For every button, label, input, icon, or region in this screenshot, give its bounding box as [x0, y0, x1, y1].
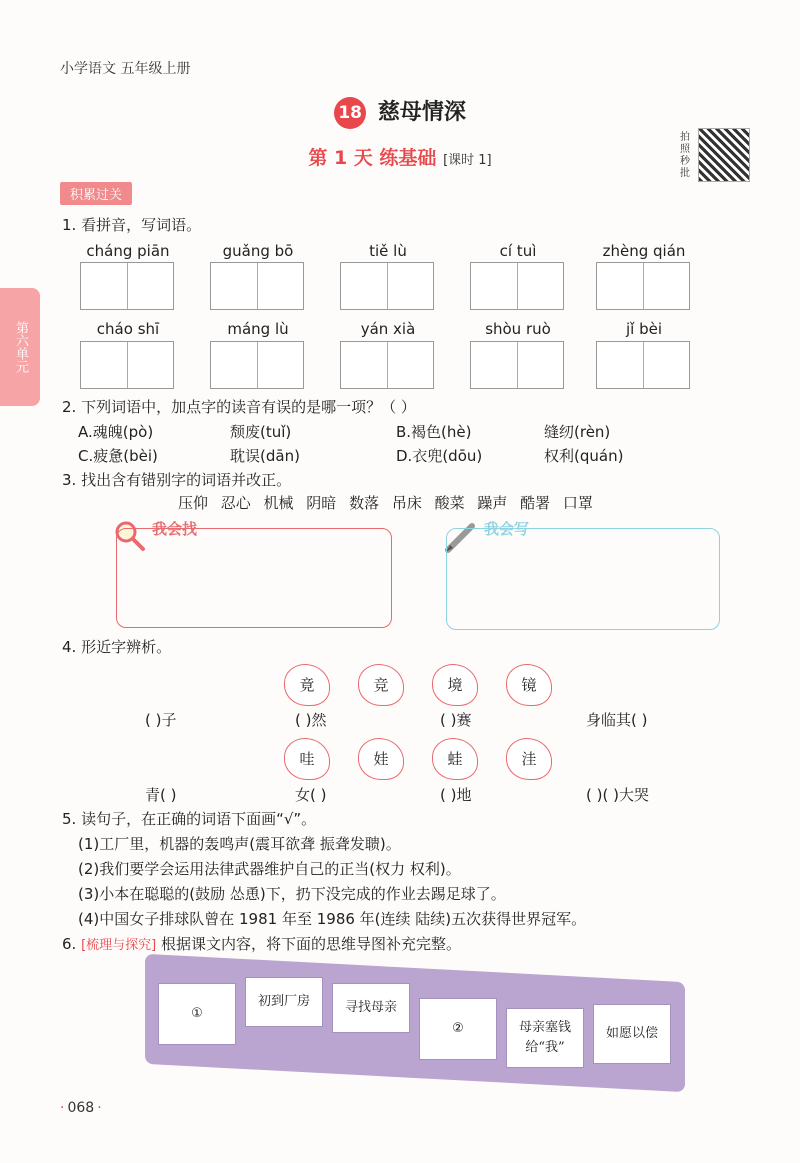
unit-side-tab: 第六单元	[0, 288, 40, 406]
q5-sentence-1[interactable]: (1)工厂里，机器的轰鸣声(震耳欲聋 振聋发聩)。	[78, 835, 401, 853]
q5-sentence-3[interactable]: (3)小本在聪聪的(鼓励 怂恿)下，扔下没完成的作业去踢足球了。	[78, 885, 506, 903]
section-tab: 积累过关	[60, 182, 132, 205]
pinyin: cháo shī	[96, 320, 160, 338]
fill-blank[interactable]: 身临其( )	[586, 711, 648, 729]
lesson-title: 慈母情深	[377, 100, 466, 125]
fill-blank[interactable]: ( )地	[440, 786, 472, 804]
pinyin: yán xià	[360, 320, 416, 338]
q3-title: 3. 找出含有错别字的词语并改正。	[62, 471, 292, 489]
char-flower: 竟	[284, 664, 330, 706]
option-a2[interactable]: 颓废(tuǐ)	[230, 423, 292, 441]
answer-box[interactable]	[340, 341, 434, 389]
fill-blank[interactable]: ( )( )大哭	[586, 786, 649, 804]
q6-tag: [梳理与探究]	[81, 938, 157, 953]
pinyin: guǎng bō	[222, 242, 294, 260]
lesson-number: 18	[334, 97, 366, 129]
option-d2[interactable]: 权利(quán)	[544, 447, 624, 465]
fill-blank[interactable]: ( )然	[295, 711, 327, 729]
page-number: · 068 ·	[60, 1100, 102, 1116]
answer-box[interactable]	[596, 341, 690, 389]
answer-box[interactable]	[340, 262, 434, 310]
mindmap-frame-blank-1[interactable]: ①	[158, 983, 236, 1045]
char-flower: 竞	[358, 664, 404, 706]
day-period: [课时 1]	[443, 153, 492, 168]
option-d1[interactable]: D.衣兜(dōu)	[396, 447, 483, 465]
answer-box[interactable]	[80, 262, 174, 310]
answer-box[interactable]	[80, 341, 174, 389]
qr-label: 拍照秒批	[680, 132, 690, 179]
find-answer-area[interactable]	[116, 528, 392, 628]
q5-sentence-2[interactable]: (2)我们要学会运用法律武器维护自己的正当(权力 权利)。	[78, 860, 461, 878]
pinyin: cí tuì	[499, 242, 537, 260]
fill-blank[interactable]: 女( )	[295, 786, 327, 804]
fill-blank[interactable]: ( )子	[145, 711, 177, 729]
write-answer-area[interactable]	[446, 528, 720, 630]
lesson-title-row	[0, 95, 800, 129]
answer-box[interactable]	[210, 341, 304, 389]
option-b2[interactable]: 缝纫(rèn)	[544, 423, 611, 441]
q2-title: 2. 下列词语中，加点字的读音有误的是哪一项？（ ）	[62, 398, 416, 416]
day-label: 第 1 天 练基础	[308, 147, 437, 169]
pinyin: shòu ruò	[485, 320, 551, 338]
mindmap-frame: 初到厂房	[245, 977, 323, 1027]
mindmap-frame: 如愿以偿	[593, 1004, 671, 1064]
pinyin: tiě lù	[369, 242, 407, 260]
fill-blank[interactable]: ( )赛	[440, 711, 472, 729]
option-b1[interactable]: B.褐色(hè)	[396, 423, 472, 441]
book-header: 小学语文 五年级上册	[60, 61, 191, 77]
q4-title: 4. 形近字辨析。	[62, 638, 172, 656]
fill-blank[interactable]: 青( )	[145, 786, 177, 804]
answer-box[interactable]	[596, 262, 690, 310]
char-flower: 境	[432, 664, 478, 706]
mindmap-frame-blank-2[interactable]: ②	[419, 998, 497, 1060]
char-flower: 洼	[506, 738, 552, 780]
char-flower: 娃	[358, 738, 404, 780]
answer-box[interactable]	[470, 262, 564, 310]
write-label: 我会写	[484, 520, 530, 538]
q6-title-row: 6. [梳理与探究] 根据课文内容，将下面的思维导图补充完整。	[62, 935, 462, 953]
char-flower: 镜	[506, 664, 552, 706]
option-c2[interactable]: 耽误(dān)	[230, 447, 300, 465]
q5-sentence-4[interactable]: (4)中国女子排球队曾在 1981 年至 1986 年(连续 陆续)五次获得世界冠军。	[78, 910, 587, 928]
mindmap-frame: 寻找母亲	[332, 983, 410, 1033]
option-c1[interactable]: C.疲惫(bèi)	[78, 447, 158, 465]
find-label: 我会找	[152, 520, 198, 538]
qr-code-icon[interactable]	[698, 128, 750, 182]
q6-title: 根据课文内容，将下面的思维导图补充完整。	[161, 935, 462, 953]
char-flower: 蛙	[432, 738, 478, 780]
pinyin: máng lù	[227, 320, 289, 338]
option-a1[interactable]: A.魂魄(pò)	[78, 423, 154, 441]
q1-title: 1. 看拼音，写词语。	[62, 216, 202, 234]
pinyin: zhèng qián	[602, 242, 686, 260]
q3-word-list: 压仰 忍心 机械 阴暗 数落 吊床 酸菜 躁声 酷署 口罩	[178, 494, 593, 512]
q5-title: 5. 读句子，在正确的词语下面画“√”。	[62, 810, 317, 828]
char-flower: 哇	[284, 738, 330, 780]
pinyin: cháng piān	[86, 242, 170, 260]
answer-box[interactable]	[210, 262, 304, 310]
mindmap-frame: 母亲塞钱给“我”	[506, 1008, 584, 1068]
pinyin: jǐ bèi	[625, 320, 663, 338]
answer-box[interactable]	[470, 341, 564, 389]
